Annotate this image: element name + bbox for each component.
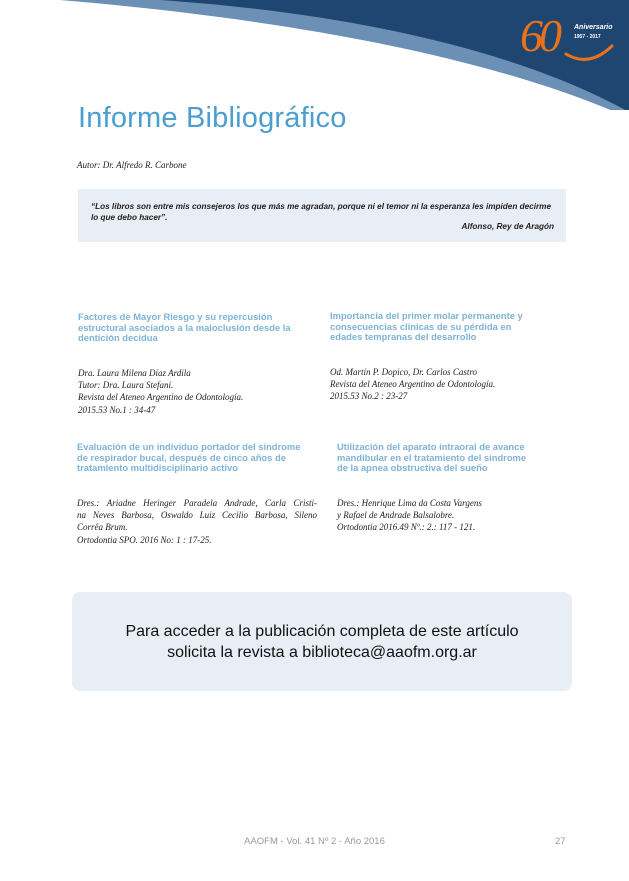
entry-2	[330, 311, 570, 411]
access-line-2: solicita la revista a biblioteca@aaofm.org.ar	[167, 644, 477, 661]
logo-swoosh-icon	[564, 44, 614, 62]
logo-years: 1957 - 2017	[574, 34, 601, 40]
quote-text: “Los libros son entre mis consejeros los que más me agradan, porque ni el temor ni la esperanza les impiden decirme lo que debo hacer”.	[91, 202, 552, 222]
entry-meta: Od. Martín P. Dopico, Dr. Carlos Castro Revista del Ateneo Argentino de Odontología. 2015.53 No.2 : 23-27	[330, 367, 496, 402]
entry-meta: Dres.: Ariadne Heringer Paradela Andrade, Carla Cristi- na Neves Barbosa, Oswaldo Luiz Cecilio Barbosa, Sileno Corrêa Brum. Ortodontia SPO. 2016 No: 1 : 17-25.	[77, 498, 317, 545]
entry-title: Factores de Mayor Riesgo y su repercusión estructural asociados a la maloclusión desde la dentición decidua	[78, 311, 291, 343]
logo-label: Aniversario	[574, 24, 613, 31]
anniversary-logo	[520, 10, 615, 66]
footer-text: AAOFM - Vol. 41 Nº 2 - Año 2016	[244, 836, 385, 847]
quote-attribution: Alfonso, Rey de Aragón	[461, 222, 554, 231]
entry-title: Utilización del aparato intraoral de avance mandibular en el tratamiento del síndrome de la apnea obstructiva del sueño	[337, 441, 527, 473]
entry-title: Evaluación de un individuo portador del síndrome de respirador bucal, después de cinco años de tratamiento multidisciplinario activo	[77, 441, 301, 473]
entry-title: Importancia del primer molar permanente y consecuencias clínicas de su pérdida en edades tempranas del desarrollo	[330, 310, 523, 342]
author-line: Autor: Dr. Alfredo R. Carbone	[77, 160, 187, 170]
access-text	[72, 621, 572, 663]
quote-box	[78, 189, 566, 242]
logo-number: 60	[520, 10, 558, 61]
page-number: 27	[555, 836, 566, 847]
entry-1	[78, 312, 318, 422]
access-box	[72, 592, 572, 691]
entry-meta: Dres.: Henrique Lima da Costa Vargens y Rafael de Andrade Balsalobre. Ortodontia 2016.49 Nº.: 2.: 117 - 121.	[337, 498, 482, 533]
entry-meta: Dra. Laura Milena Díaz Ardila Tutor: Dra. Laura Stefani. Revista del Ateneo Argentino de Odontología. 2015.53 No.1 : 34-47	[78, 368, 244, 415]
entry-3	[77, 442, 317, 552]
page-title: Informe Bibliográfico	[78, 102, 347, 134]
access-line-1: Para acceder a la publicación completa de este artículo	[125, 623, 519, 640]
entry-4	[337, 442, 577, 542]
